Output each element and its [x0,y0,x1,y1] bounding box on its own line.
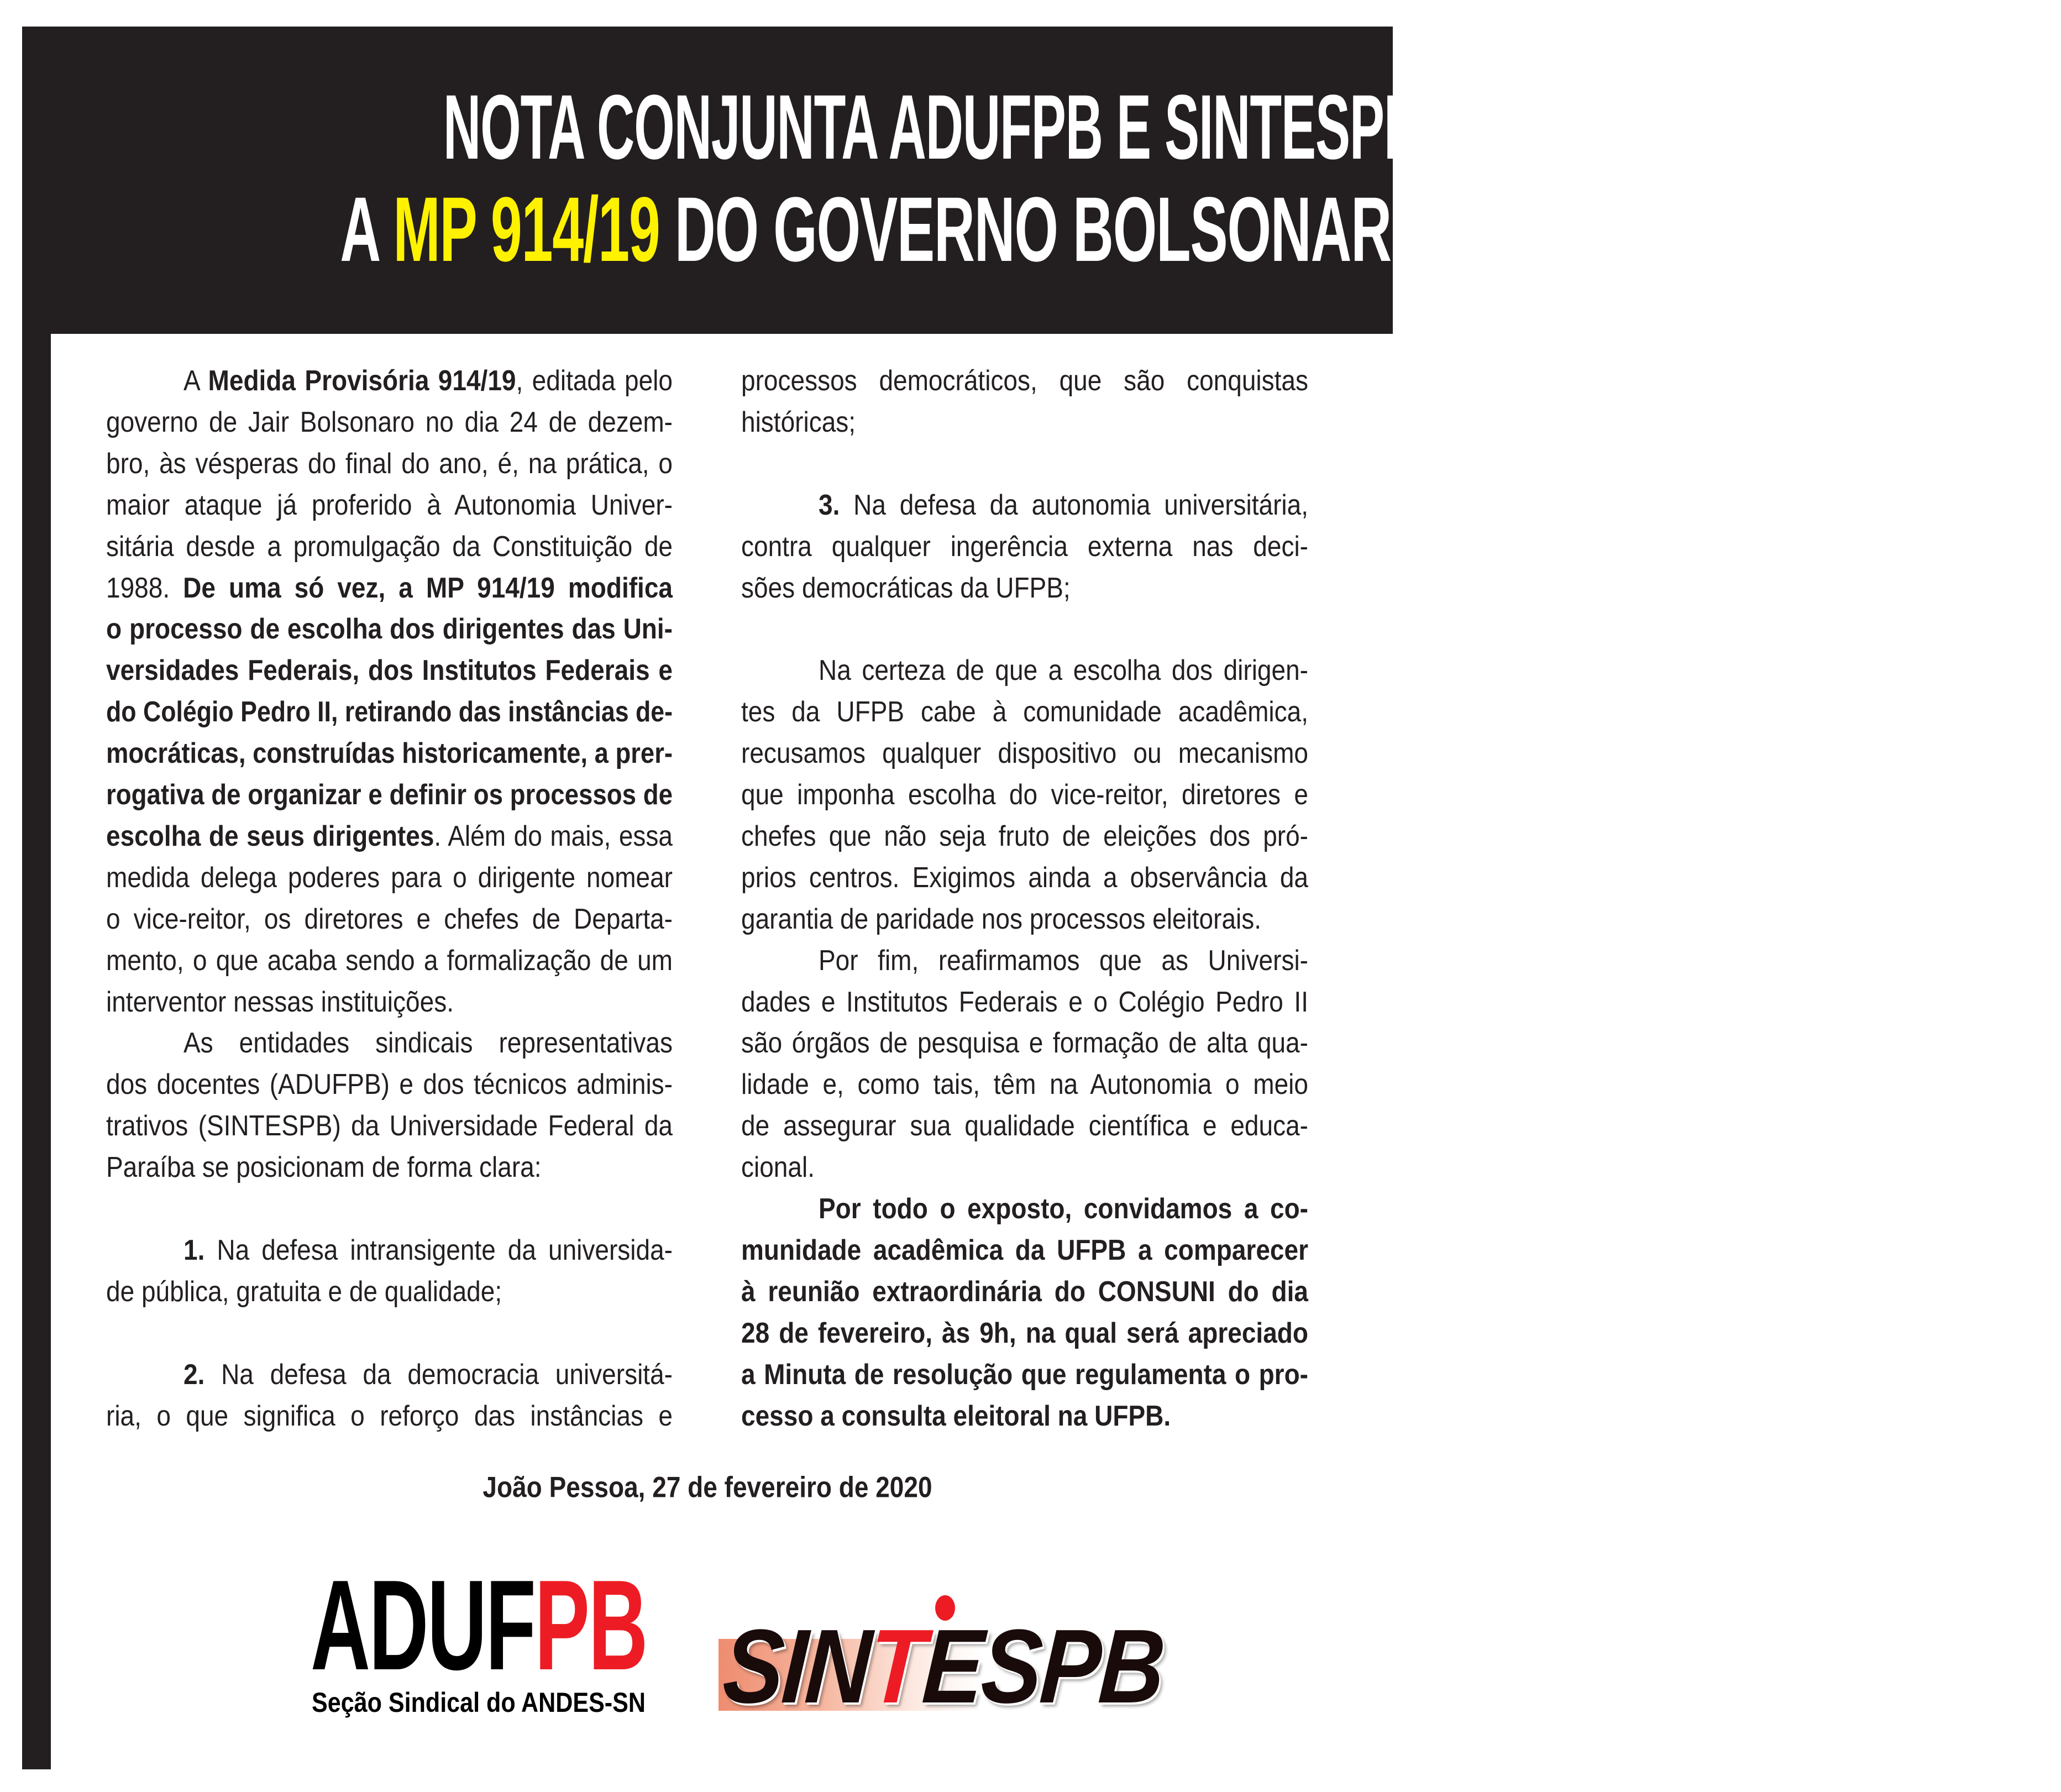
text-line [106,691,673,732]
bold-text: cesso a consulta eleitoral na UFPB. [741,1399,1171,1432]
text: dades e Institutos Federais e o Colégio Pedro II [741,985,1308,1018]
text-line [741,1395,1308,1437]
text-line-content [106,1103,673,1149]
bold-text: Por todo o exposto, convidamos a co- [819,1192,1308,1225]
text: , editada pelo [516,364,673,397]
text: bro, às vésperas do final do ano, é, na prática, o [106,447,673,479]
text-line-content [106,854,673,900]
text-line [106,774,673,815]
text-line-content [741,1186,1308,1232]
text-line-content [106,1392,673,1439]
text-line [106,1063,673,1105]
text-line [741,1146,1308,1188]
text-line-content [106,978,673,1025]
text: cional. [741,1150,815,1183]
sintespb-logo-pre: SIN [720,1608,873,1725]
text-line-content [106,813,673,859]
text: tes da UFPB cabe à comunidade acadêmica, [741,695,1308,728]
adufpb-logo-wordmark [311,1554,647,1697]
bold-text: a Minuta de resolução que regulamenta o pro- [741,1358,1308,1390]
text-line [741,360,1308,401]
bold-text: escolha de seus dirigentes [106,819,434,852]
text-line [106,443,673,484]
text-line [106,898,673,940]
page-title-line-1 [0,76,1618,179]
title-text-1: NOTA CONJUNTA ADUFPB E SINTESPB SOBRE [443,76,1618,179]
text-line [106,526,673,567]
text-line-content [106,1351,673,1397]
sintespb-logo-t: T [866,1608,927,1725]
text: de pública, gratuita e de qualidade; [106,1275,502,1307]
text-line [741,1354,1308,1395]
bold-text: Medida Provisória 914/19 [208,364,516,397]
text: trativos (SINTESPB) da Universidade Federal da [106,1109,673,1142]
text-line [741,526,1308,567]
text-line-content [106,772,673,818]
text-line [106,649,673,691]
text-line [106,1354,673,1395]
text-line-content [106,606,673,652]
text: interventor nessas instituições. [106,985,454,1018]
bold-text: o processo de escolha dos dirigentes das Uni- [106,612,673,645]
text: governo de Jair Bolsonaro no dia 24 de dezem- [106,405,673,438]
text-line [741,940,1308,981]
text-line [106,360,673,401]
text-line-content [741,895,1308,942]
text-line-content [106,358,673,404]
text-line-content [106,1227,673,1273]
text-line [106,484,673,526]
text-line-content [741,854,1308,900]
text: são órgãos de pesquisa e formação de alta qua- [741,1026,1308,1059]
text-line [741,815,1308,857]
text-line-content [741,481,1308,528]
text: históricas; [741,405,856,438]
text-line [106,1105,673,1146]
adufpb-logo-red: PB [534,1554,647,1697]
text: Na defesa da democracia universitá- [204,1358,673,1390]
text: sitária desde a promulgação da Constituição de [106,530,673,562]
text-line-content [106,481,673,528]
date-line: João Pessoa, 27 de fevereiro de 2020 [483,1470,932,1503]
text-line [106,1395,673,1437]
text-line-content [106,937,673,983]
text: medida delega poderes para o dirigente nomear [106,861,673,893]
text-line-content [106,399,673,445]
bold-text: mocráticas, construídas historicamente, a prer- [106,736,673,769]
text: A [183,364,208,397]
text-line [106,940,673,981]
text-line [741,1022,1308,1063]
text: sões democráticas da UFPB; [741,571,1071,604]
text-line-content [741,1103,1308,1149]
text-line-content [741,647,1308,694]
text-line [106,732,673,774]
text-line [741,1188,1308,1229]
text: Por fim, reafirmamos que as Universi- [819,944,1308,976]
text-line-content [106,689,673,735]
text-line-content [741,358,1308,404]
text: de assegurar sua qualidade científica e educa- [741,1109,1308,1142]
text-line [106,981,673,1023]
text-line [106,608,673,649]
sintespb-logo-wordmark [720,1608,1167,1725]
text-line-content [741,689,1308,735]
title-prefix: A [340,179,394,281]
title-text-2 [340,179,1435,281]
title-suffix: DO GOVERNO BOLSONARO [659,179,1435,281]
text: As entidades sindicais representativas [183,1026,673,1059]
text-line-content [741,1020,1308,1066]
text: lidade e, como tais, têm na Autonomia o meio [741,1068,1308,1101]
text-line-content [741,1392,1308,1439]
bold-text: à reunião extraordinária do CONSUNI do dia [741,1275,1308,1307]
bold-text: 3. [819,488,840,521]
text-line [741,649,1308,691]
text-line-content [106,647,673,694]
bold-text: 1. [183,1233,205,1266]
text-line [106,1022,673,1063]
text-line-content [741,978,1308,1025]
text-line [741,898,1308,940]
text: recusamos qualquer dispositivo ou mecanismo [741,736,1308,769]
text-line [741,981,1308,1023]
sintespb-logo-post: ESPB [919,1608,1167,1725]
text-line-content [741,772,1308,818]
adufpb-logo-subtitle: Seção Sindical do ANDES-SN [312,1687,646,1718]
text-line-content [106,730,673,777]
text-line [106,815,673,857]
text-line-content [106,523,673,569]
text-line [741,1229,1308,1271]
text-line [106,1146,673,1188]
text-line-content [106,564,673,611]
text-line-content [106,895,673,942]
text: garantia de paridade nos processos eleitorais. [741,902,1262,935]
text-line [106,567,673,609]
text: contra qualquer ingerência externa nas deci- [741,530,1308,562]
text-line-content [741,937,1308,983]
text-line [741,857,1308,898]
text: dos docentes (ADUFPB) e dos técnicos adminis- [106,1068,673,1101]
text-line [741,1063,1308,1105]
title-highlight: MP 914/19 [393,179,660,281]
text: Paraíba se posicionam de forma clara: [106,1150,542,1183]
text-line [106,857,673,898]
text-line-content [106,1144,673,1191]
adufpb-logo-black: ADUF [311,1554,535,1697]
text-line-content [741,1061,1308,1108]
text-line [106,1229,673,1271]
text-line-content [106,1020,673,1066]
text: 1988. [106,571,183,604]
text: Na defesa intransigente da universida- [204,1233,673,1266]
text-line-content [106,1268,673,1314]
text-line [741,732,1308,774]
text-line [741,484,1308,526]
sintespb-logo [719,1592,1172,1725]
text: prios centros. Exigimos ainda a observância da [741,861,1308,893]
text-line-content [741,523,1308,569]
text-line-content [741,1351,1308,1397]
text-line-content [741,1309,1308,1356]
text: processos democráticos, que são conquistas [741,364,1308,397]
text: ria, o que significa o reforço das instâncias e [106,1399,673,1432]
text-line-content [106,440,673,486]
adufpb-logo [311,1554,649,1722]
text: Na certeza de que a escolha dos dirigen- [819,654,1308,687]
text-line-content [741,564,1308,611]
text-line [741,567,1308,609]
bold-text: versidades Federais, dos Institutos Federais e [106,654,673,687]
bold-text: De uma só vez, a MP 914/19 modifica [183,571,673,604]
text: . Além do mais, essa [434,819,673,852]
bold-text: 28 de fevereiro, às 9h, na qual será apreciado [741,1316,1308,1349]
text: que imponha escolha do vice-reitor, diretores e [741,778,1308,811]
text-line-content [741,730,1308,777]
text-line [741,1271,1308,1312]
text-line [741,1105,1308,1146]
text: mento, o que acaba sendo a formalização de um [106,944,673,976]
text-line [106,401,673,443]
bold-text: munidade acadêmica da UFPB a comparecer [741,1233,1308,1266]
text: Na defesa da autonomia universitária, [840,488,1308,521]
bold-text: do Colégio Pedro II, retirando das instâncias de- [106,695,673,728]
text-line-content [741,1144,1308,1191]
bold-text: rogativa de organizar e definir os processos de [106,778,673,811]
text-line [741,401,1308,443]
text: maior ataque já proferido à Autonomia Univer- [106,488,673,521]
text-line-content [741,1227,1308,1273]
bold-text: 2. [183,1358,205,1390]
text-line-content [741,813,1308,859]
text: o vice-reitor, os diretores e chefes de Departa- [106,902,673,935]
text-line-content [741,1268,1308,1314]
text-line [106,1271,673,1312]
text-line-content [741,399,1308,445]
page-title-line-2 [0,179,1435,281]
text-line [741,691,1308,732]
text-line-content [106,1061,673,1108]
text: chefes que não seja fruto de eleições dos pró- [741,819,1308,852]
text-line [741,774,1308,815]
text-line [741,1312,1308,1354]
